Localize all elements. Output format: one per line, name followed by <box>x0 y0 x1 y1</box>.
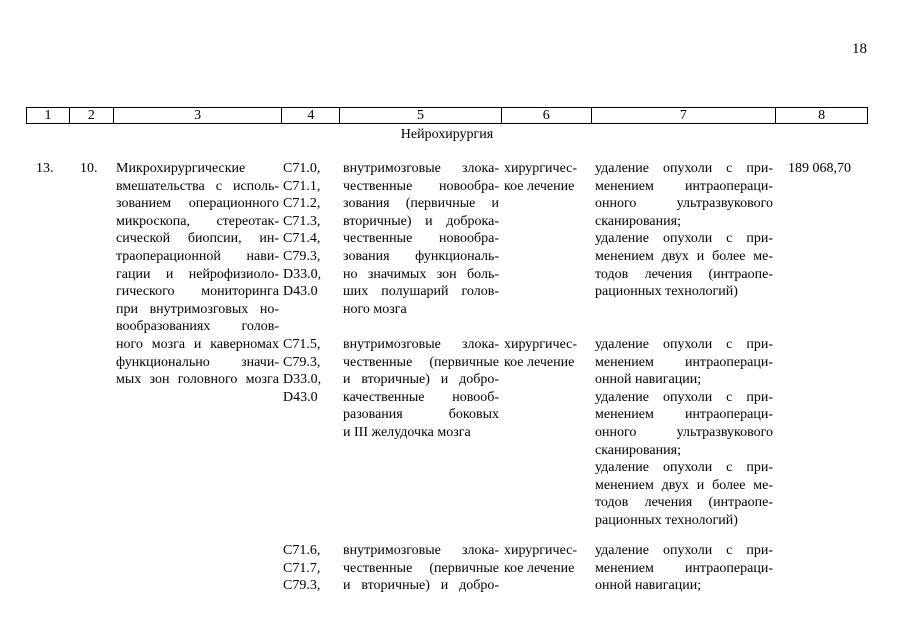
header-col-7: 7 <box>591 108 776 123</box>
header-col-8: 8 <box>775 108 867 123</box>
intervention-name: Микрохирургические вмешательства с исполь- зованием операционного микроскопа, стереотак- сической биопсии, ин- траоперационной нави- гации и нейрофизиоло- гического мониторинга при внутримозговых но- вообразованиях голов- ного мозга и каверномах функционально значи- мых зон головного мозга <box>116 161 279 388</box>
section-title: Нейрохирургия <box>400 127 494 142</box>
page-number: 18 <box>852 41 867 57</box>
treatment-method-group-2: удаление опухоли с при- менением интраопераци- онной навигации; удаление опухоли с при- менением интраопераци- онного ультразвукового сканирования; удаление опухоли с при- менением двух и более ме- тодов лечения (интраопе- рационных технологий) <box>595 337 773 528</box>
icd-codes-group-3: C71.6, C71.7, C79.3, <box>283 543 321 594</box>
header-col-1: 1 <box>44 108 52 123</box>
treatment-type-group-2: хирургичес- кое лечение <box>504 337 578 370</box>
treatment-method-group-1: удаление опухоли с при- менением интраопераци- онного ультразвукового сканирования; удаление опухоли с при- менением двух и более ме- тодов лечения (интраопе- рационных технологий) <box>595 161 773 300</box>
header-col-6: 6 <box>501 108 591 123</box>
icd-codes-group-1: C71.0, C71.1, C71.2, C71.3, C71.4, C79.3, D33.0, D43.0 <box>283 161 322 300</box>
icd-codes-group-2: C71.5, C79.3, D33.0, D43.0 <box>283 337 322 405</box>
row-number: 13. <box>36 161 54 176</box>
treatment-type-group-1: хирургичес- кое лечение <box>504 161 578 194</box>
header-col-4: 4 <box>281 108 339 123</box>
treatment-method-group-3: удаление опухоли с при- менением интраопераци- онной навигации; <box>595 543 773 594</box>
row-subnumber: 10. <box>80 161 98 176</box>
patient-model-group-2: внутримозговые злока- чественные (первичные и вторичные) и добро- качественные новооб- разования боковых и III желудочка мозга <box>343 337 499 440</box>
header-col-2: 2 <box>69 108 113 123</box>
header-col-3: 3 <box>113 108 282 123</box>
header-col-5: 5 <box>339 108 501 123</box>
table-header-row <box>26 107 868 124</box>
treatment-type-group-3: хирургичес- кое лечение <box>504 543 578 576</box>
price-value: 189 068,70 <box>788 161 851 176</box>
patient-model-group-1: внутримозговые злока- чественные новообра- зования (первичные и вторичные) и доброка- чественные новообра- зования функциональ- но значимых зон боль- ших полушарий голов- ного мозга <box>343 161 499 317</box>
patient-model-group-3: внутримозговые злока- чественные (первичные и вторичные) и добро- <box>343 543 499 594</box>
